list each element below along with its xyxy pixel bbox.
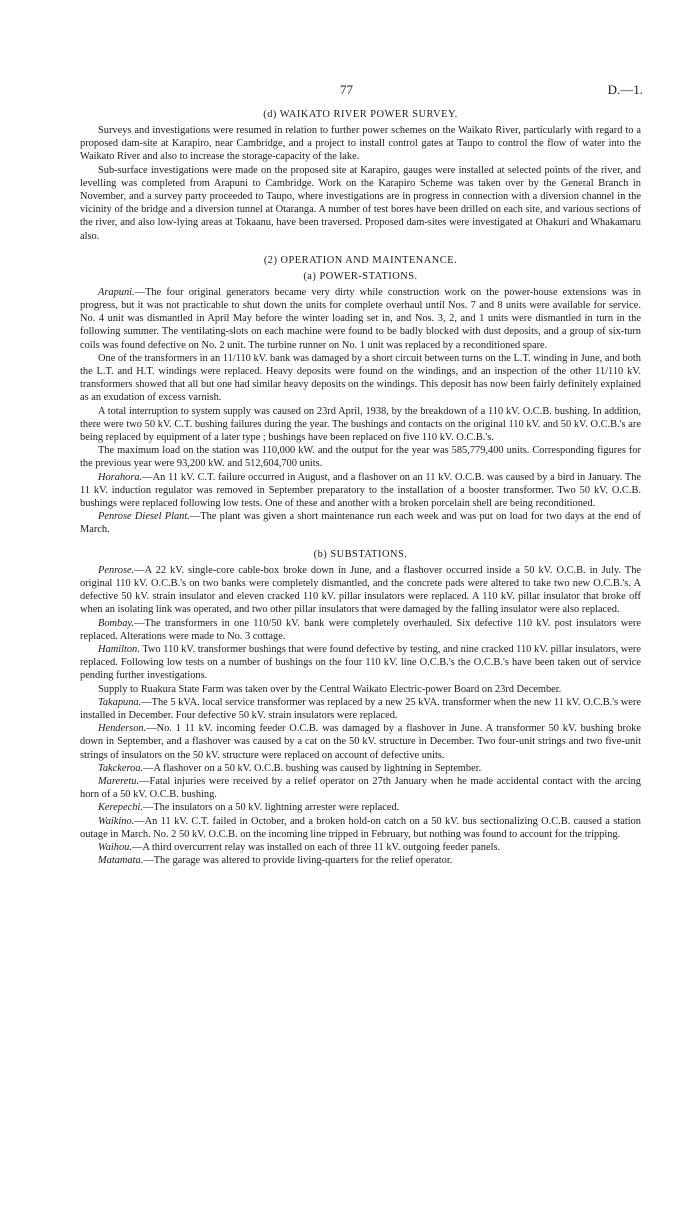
- section-power-stations: [80, 270, 641, 537]
- paragraph-text: Two 110 kV. transformer bushings that were found defective by testing, and nine cracked 110 kV. pillar insulators, were replaced. Following low tests on a number of bushings on the four 110 kV. line O.C.B.'s the O.C.B.'s have been taken out of service pending further investigations.: [80, 643, 641, 682]
- paragraph-lead: Takapuna.: [98, 696, 142, 708]
- paragraph: [80, 854, 641, 867]
- paragraph: [80, 841, 641, 854]
- paragraph: [80, 683, 641, 696]
- paragraph: [80, 286, 641, 352]
- document-reference: D.—1.: [607, 82, 643, 97]
- subsection-heading: (a) POWER-STATIONS.: [303, 270, 418, 282]
- subsection-heading: (b) SUBSTATIONS.: [313, 548, 408, 560]
- page-header: [80, 82, 641, 98]
- paragraph: [80, 762, 641, 775]
- paragraph: [80, 696, 641, 722]
- paragraph-text: —Fatal injuries were received by a relief operator on 27th January when he made accidental contact with the arcing horn of a 50 kV. O.C.B. bushing.: [80, 775, 641, 801]
- paragraph-text: One of the transformers in an 11/110 kV. bank was damaged by a short circuit between turns on the L.T. winding in June, and both the L.T. and H.T. windings were replaced. Heavy deposits were found on the windings, and an inspection of the other 11/110 kV. transformers showed that all but one had similar heavy deposits on the windings. This deposit has now been fairly definitely explained as an exudation of excess varnish.: [80, 352, 641, 404]
- paragraph-lead: Mareretu.: [98, 775, 140, 787]
- paragraph-text: —The garage was altered to provide living-quarters for the relief operator.: [143, 855, 453, 867]
- paragraph-lead: Hamilton.: [98, 643, 140, 655]
- section-waikato-river-survey: [80, 108, 641, 243]
- paragraph-lead: Horahora.: [98, 471, 143, 483]
- paragraph-text: Supply to Ruakura State Farm was taken over by the Central Waikato Electric-power Board on 23rd December.: [98, 683, 562, 695]
- paragraph-lead: Takckeroa.: [98, 762, 144, 774]
- paragraph: [80, 722, 641, 762]
- document-page: [80, 82, 643, 867]
- paragraph: [80, 164, 641, 243]
- paragraph-text: —The insulators on a 50 kV. lightning arrester were replaced.: [142, 802, 400, 814]
- paragraph: [80, 801, 641, 814]
- paragraph: [80, 643, 641, 683]
- section-heading: (d) WAIKATO RIVER POWER SURVEY.: [263, 109, 458, 120]
- paragraph-text: —An 11 kV. C.T. failure occurred in August, and a flashover on an 11 kV. O.C.B. was caused by a bird in January. The 11 kV. induction regulator was removed in September preparatory to the installation of a booster transformer. Two 50 kV. O.C.B. bushings were replaced following low tests. One of these and another with a broken porcelain shell are being reconditioned.: [80, 471, 641, 510]
- paragraph-text: —The transformers in one 110/50 kV. bank were completely overhauled. Six defective 110 kV. post insulators were replaced. Alterations were made to No. 3 cottage.: [80, 617, 641, 642]
- paragraph: [80, 815, 641, 841]
- paragraph-text: —No. 1 11 kV. incoming feeder O.C.B. was damaged by a flashover in June. A transformer 50 kV. bushing broke down in September, and a flashover was caused by a cat on the 50 kV. structure in December. Two four-unit strings and two five-unit strings of insulators on the 50 kV. structure were replaced on account of defective units.: [80, 723, 641, 761]
- paragraph-text: Sub-surface investigations were made on the proposed site at Karapiro, gauges were installed at selected points of the river, and levelling was completed from Arapuni to Cambridge. Work on the Karapiro Scheme was taken over by the General Branch in November, and a survey party proceeded to Taupo, where investigations are in progress in connection with a diversion channel in the vicinity of the bridge and a diversion tunnel at Otaranga. A number of test bores have been drilled on each site, and various sections of the river, and also low-lying areas at Tokaanu, have been traversed. Proposed dam-sites were investigated at Ohakuri and Whakamaru also.: [80, 164, 641, 242]
- paragraph-text: —The four original generators became very dirty while construction work on the power-house extensions was in progress, but it was not practicable to shut down the units for complete overhaul until Nos. 7 and 8 units were available for service. No. 4 unit was dismantled in April May before the winter loading set in, and Nos. 3, 2, and 1 units were dismantled in turn in the following summer. The ventilating-slots on each machine were found to be badly blocked with dust deposits, and a group of six-turn coils was found defective on No. 2 unit. The turbine runner on No. 1 unit was replaced by a reconditioned spare.: [80, 286, 641, 351]
- paragraph-lead: Kerepechi.: [98, 802, 143, 814]
- paragraph-text: A total interruption to system supply was caused on 23rd April, 1938, by the breakdown of a 110 kV. O.C.B. bushing. In addition, there were two 50 kV. C.T. bushing failures during the year. The bushings and contacts on the original 110 kV. and 50 kV. O.C.B.'s are being replaced by equipment of a later type ; bushings have been replaced on five 110 kV. O.C.B.'s.: [80, 405, 641, 444]
- paragraph-text: —An 11 kV. C.T. failed in October, and a broken hold-on catch on a 50 kV. bus sectionalizing O.C.B. caused a station outage in March. No. 2 50 kV. O.C.B. on the incoming line tripped in February, but nothing was found to account for the tripping.: [80, 815, 641, 840]
- paragraph-text: —The plant was given a short maintenance run each week and was put on load for two days at the end of March.: [80, 511, 642, 536]
- section-substations: [80, 564, 641, 868]
- paragraph: [80, 510, 641, 536]
- paragraph: [80, 617, 641, 643]
- paragraph-lead: Bombay.: [98, 617, 135, 629]
- paragraph: [80, 471, 641, 511]
- paragraph-lead: Henderson.: [98, 723, 147, 735]
- paragraph: [80, 405, 641, 445]
- paragraph: [80, 352, 641, 405]
- paragraph-lead: Waikino.: [98, 815, 135, 827]
- paragraph-lead: Penrose Diesel Plant.: [98, 511, 190, 523]
- section-heading: (2) OPERATION AND MAINTENANCE.: [263, 254, 458, 266]
- paragraph-text: —A flashover on a 50 kV. O.C.B. bushing was caused by lightning in September.: [143, 762, 482, 774]
- paragraph-text: —A third overcurrent relay was installed on each of three 11 kV. outgoing feeder panels.: [131, 841, 501, 853]
- paragraph-lead: Arapuni.: [98, 286, 135, 298]
- paragraph: [80, 124, 641, 164]
- paragraph-lead: Waihou.: [98, 841, 132, 853]
- paragraph: [80, 564, 641, 617]
- paragraph-lead: Penrose.: [98, 564, 135, 576]
- paragraph-text: —The 5 kVA. local service transformer was replaced by a new 25 kVA. transformer when the new 11 kV. O.C.B.'s were installed in December. Four defective 50 kV. strain insulators were replaced.: [80, 696, 641, 721]
- paragraph: [80, 444, 641, 470]
- paragraph-lead: Matamata.: [98, 855, 144, 867]
- paragraph: [80, 775, 641, 801]
- page-number: 77: [340, 82, 353, 97]
- paragraph-text: The maximum load on the station was 110,000 kW. and the output for the year was 585,779,400 units. Corresponding figures for the previous year were 93,200 kW. and 512,604,700 units.: [80, 445, 641, 470]
- paragraph-text: Surveys and investigations were resumed in relation to further power schemes on the Waikato River, particularly with regard to a proposed dam-site at Karapiro, near Cambridge, and a project to install control gates at Taupo to control the flow of water into the Waikato River and also to increase the storage-capacity of the lake.: [80, 125, 641, 163]
- paragraph-text: —A 22 kV. single-core cable-box broke down in June, and a flashover occurred inside a 50 kV. O.C.B. in July. The original 110 kV. O.C.B.'s on two banks were completely dismantled, and the concrete pads were altered to take two new O.C.B.'s. A defective 50 kV. strain insulator and eleven cracked 110 kV. pillar insulators were replaced. A 110 kV. pillar insulator that broke off when an isolating link was operated, and two other pillar insulators that were damaged by the falling insulator were also replaced.: [80, 564, 641, 616]
